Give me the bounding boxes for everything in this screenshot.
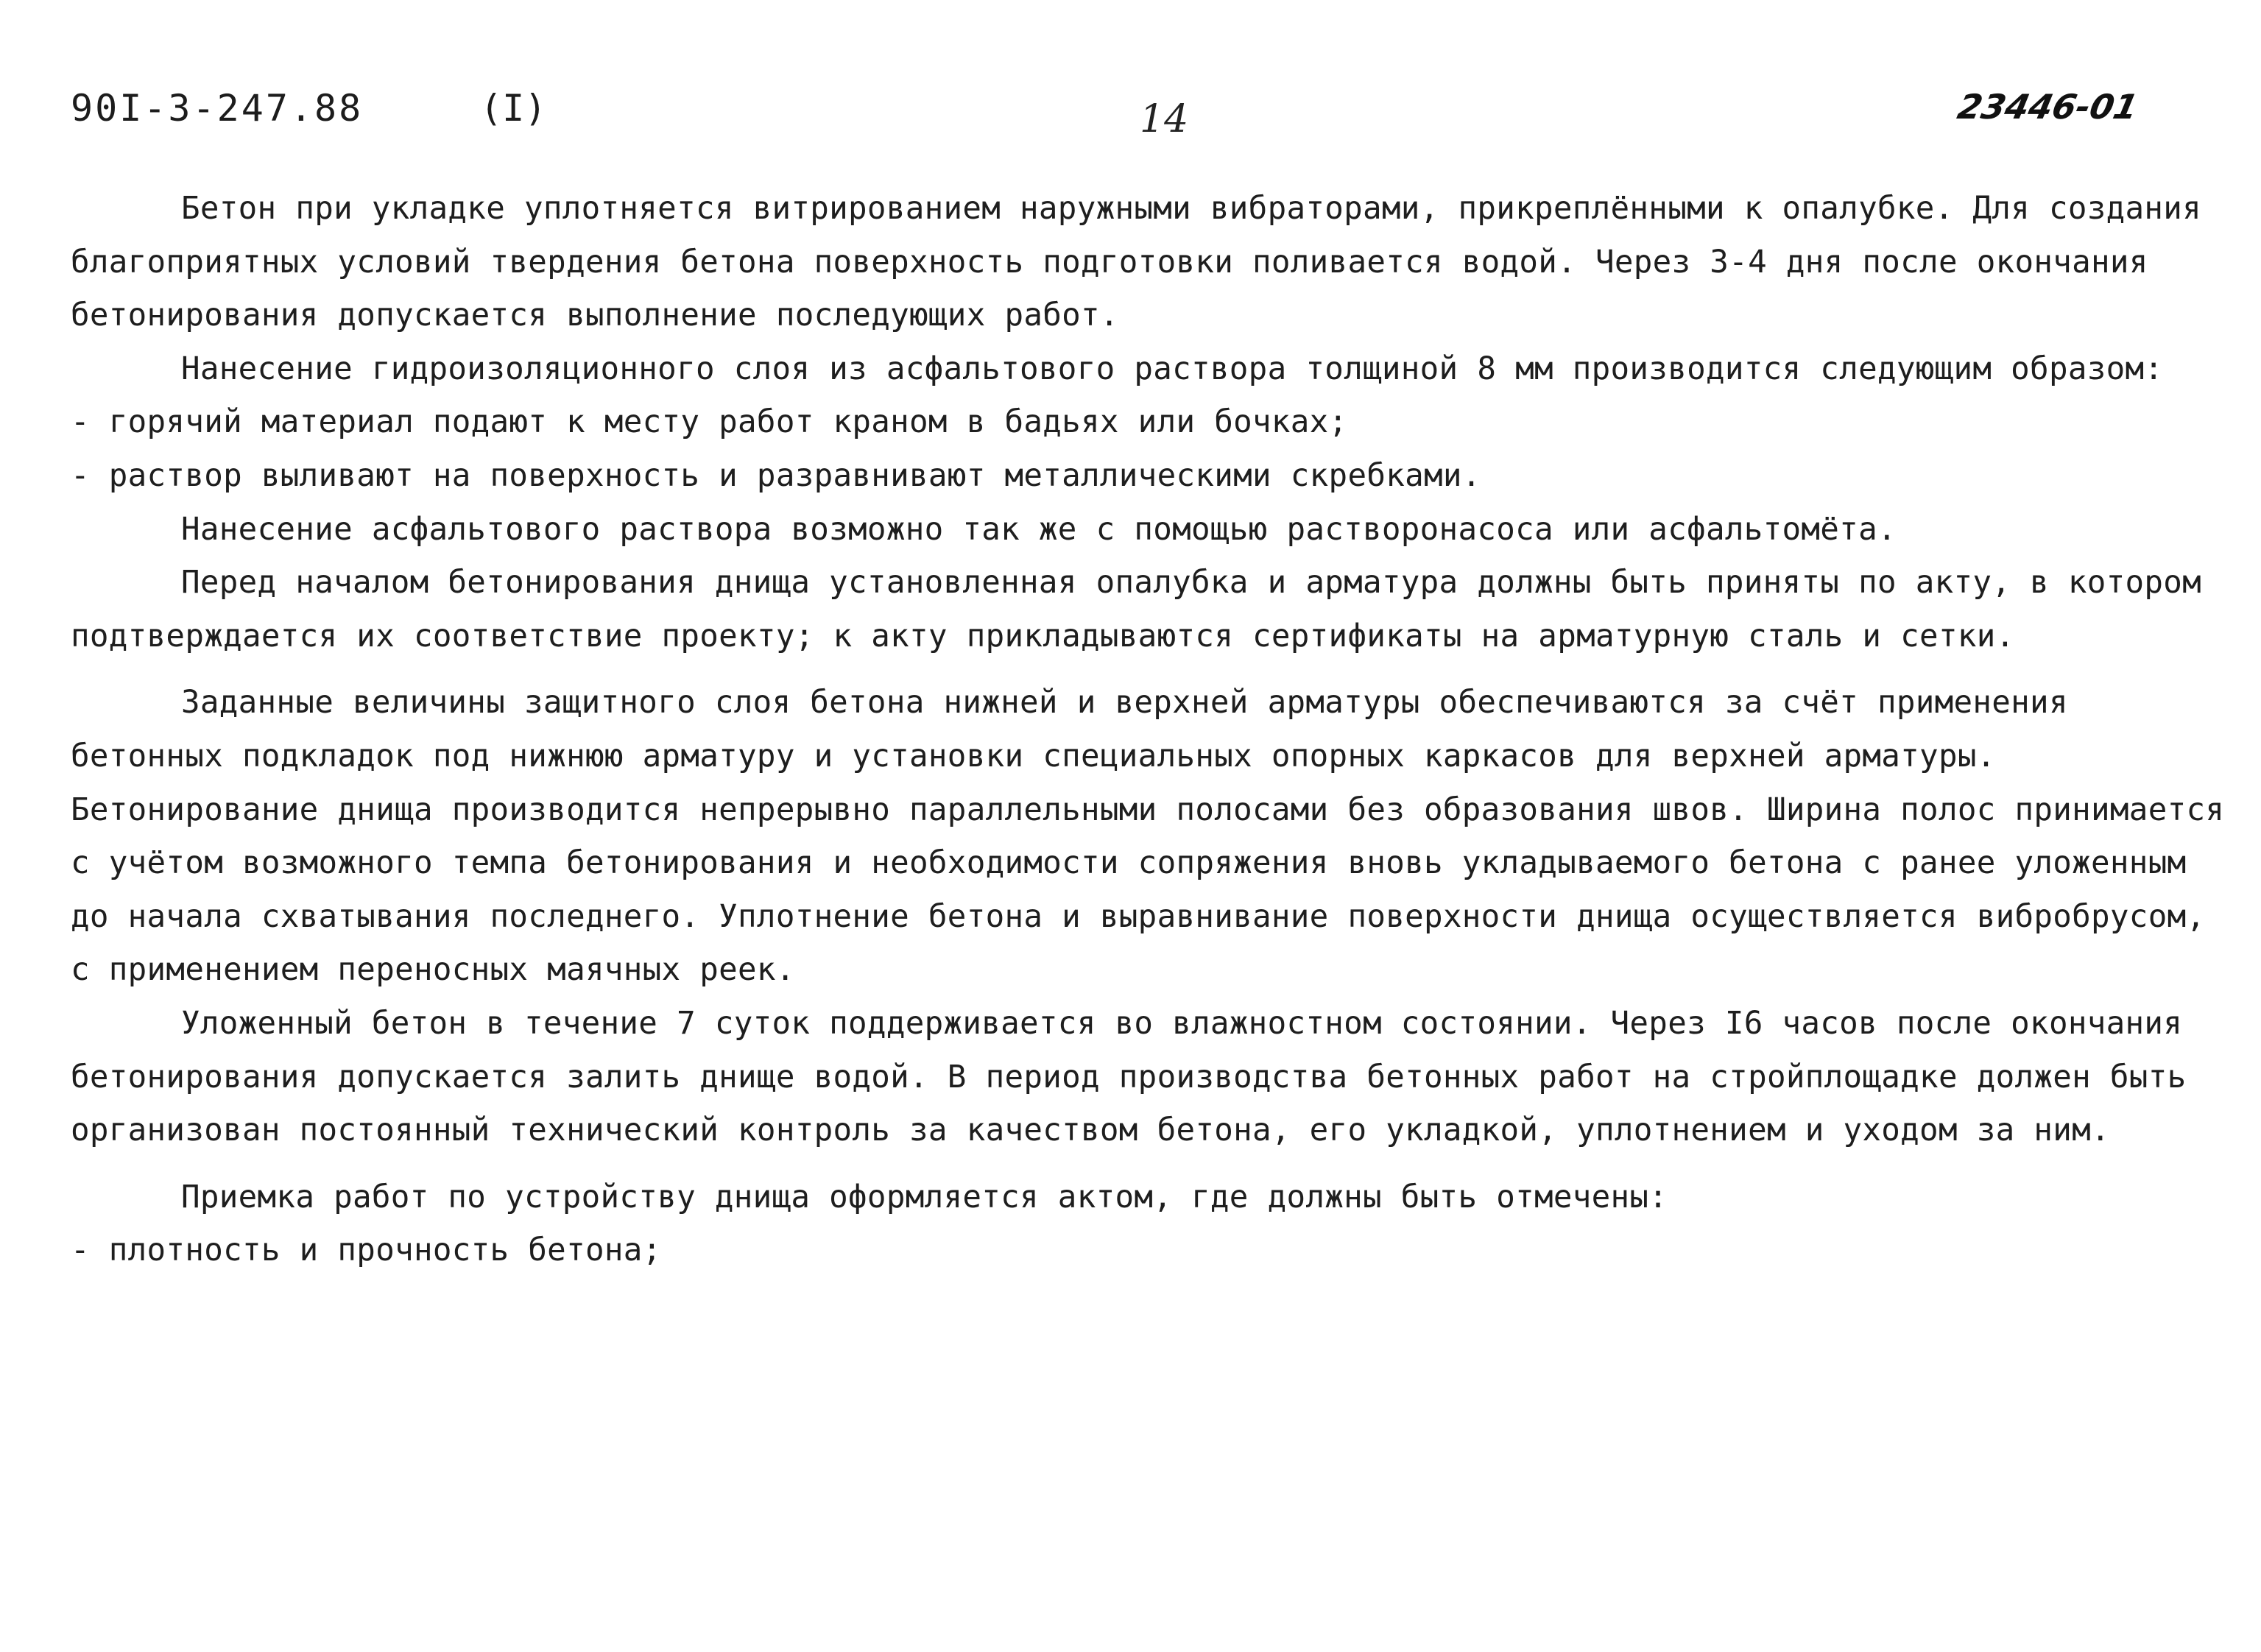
list-item-hot-material: - горячий материал подают к месту работ краном в бадьях или бочках; (71, 404, 1348, 441)
page-number: 14 (1140, 97, 1189, 141)
paragraph-application-methods: Нанесение асфальтового раствора возможно так же с помощью растворонасоса или асфальтомёта. (181, 511, 1897, 548)
paragraph-formwork-acceptance: Перед началом бетонирования днища установленная опалубка и арматура должны быть приняты по акту, в котором подтверждается их соответствие проекту; к акту прикладываются сертификаты на арматурную сталь и сетки. (71, 565, 2202, 654)
document-code: 90I-3-247.88 (71, 87, 364, 130)
paragraph-acceptance: Приемка работ по устройству днища оформляется актом, где должны быть отмечены: (181, 1179, 1668, 1215)
paragraph-protective-layer: Заданные величины защитного слоя бетона нижней и верхней арматуры обеспечиваются за счёт применения бетонных подкладок под нижнюю арматуру и установки специальных опорных каркасов для верхней арматуры. Бетонирование днища производится непрерывно параллельными полосами без образования швов. Ширина полос принимается с учётом возможного темпа бетонирования и необходимости сопряжения вновь укладываемого бетона с ранее уложенным до начала схватывания последнего. Уплотнение бетона и выравнивание поверхности днища осуществляется вибробрусом, с применением переносных маячных реек. (71, 685, 2225, 989)
paragraph-compaction: Бетон при укладке уплотняется витрированием наружными вибраторами, прикреплёнными к опалубке. Для создания благоприятных условий твердения бетона поверхность подготовки поливается водой. Через 3-4 дня после окончания бетонирования допускается выполнение последующих работ. (71, 191, 2202, 334)
document-part: (I) (480, 87, 547, 130)
paragraph-curing: Уложенный бетон в течение 7 суток поддерживается во влажностном состоянии. Через I6 часов после окончания бетонирования допускается залить днище водой. В период производства бетонных работ на стройплощадке должен быть организован постоянный технический контроль за качеством бетона, его укладкой, уплотнением и уходом за ним. (71, 1005, 2187, 1149)
paragraph-waterproofing: Нанесение гидроизоляционного слоя из асфальтового раствора толщиной 8 мм производится следующим образом: (181, 350, 2164, 387)
page-header (0, 87, 2261, 146)
list-item-density: - плотность и прочность бетона; (71, 1232, 662, 1269)
archive-stamp: 23446-01 (1954, 87, 2142, 127)
document-body (71, 183, 2235, 1278)
list-item-pour-solution: - раствор выливают на поверхность и разравнивают металлическими скребками. (71, 457, 1481, 494)
